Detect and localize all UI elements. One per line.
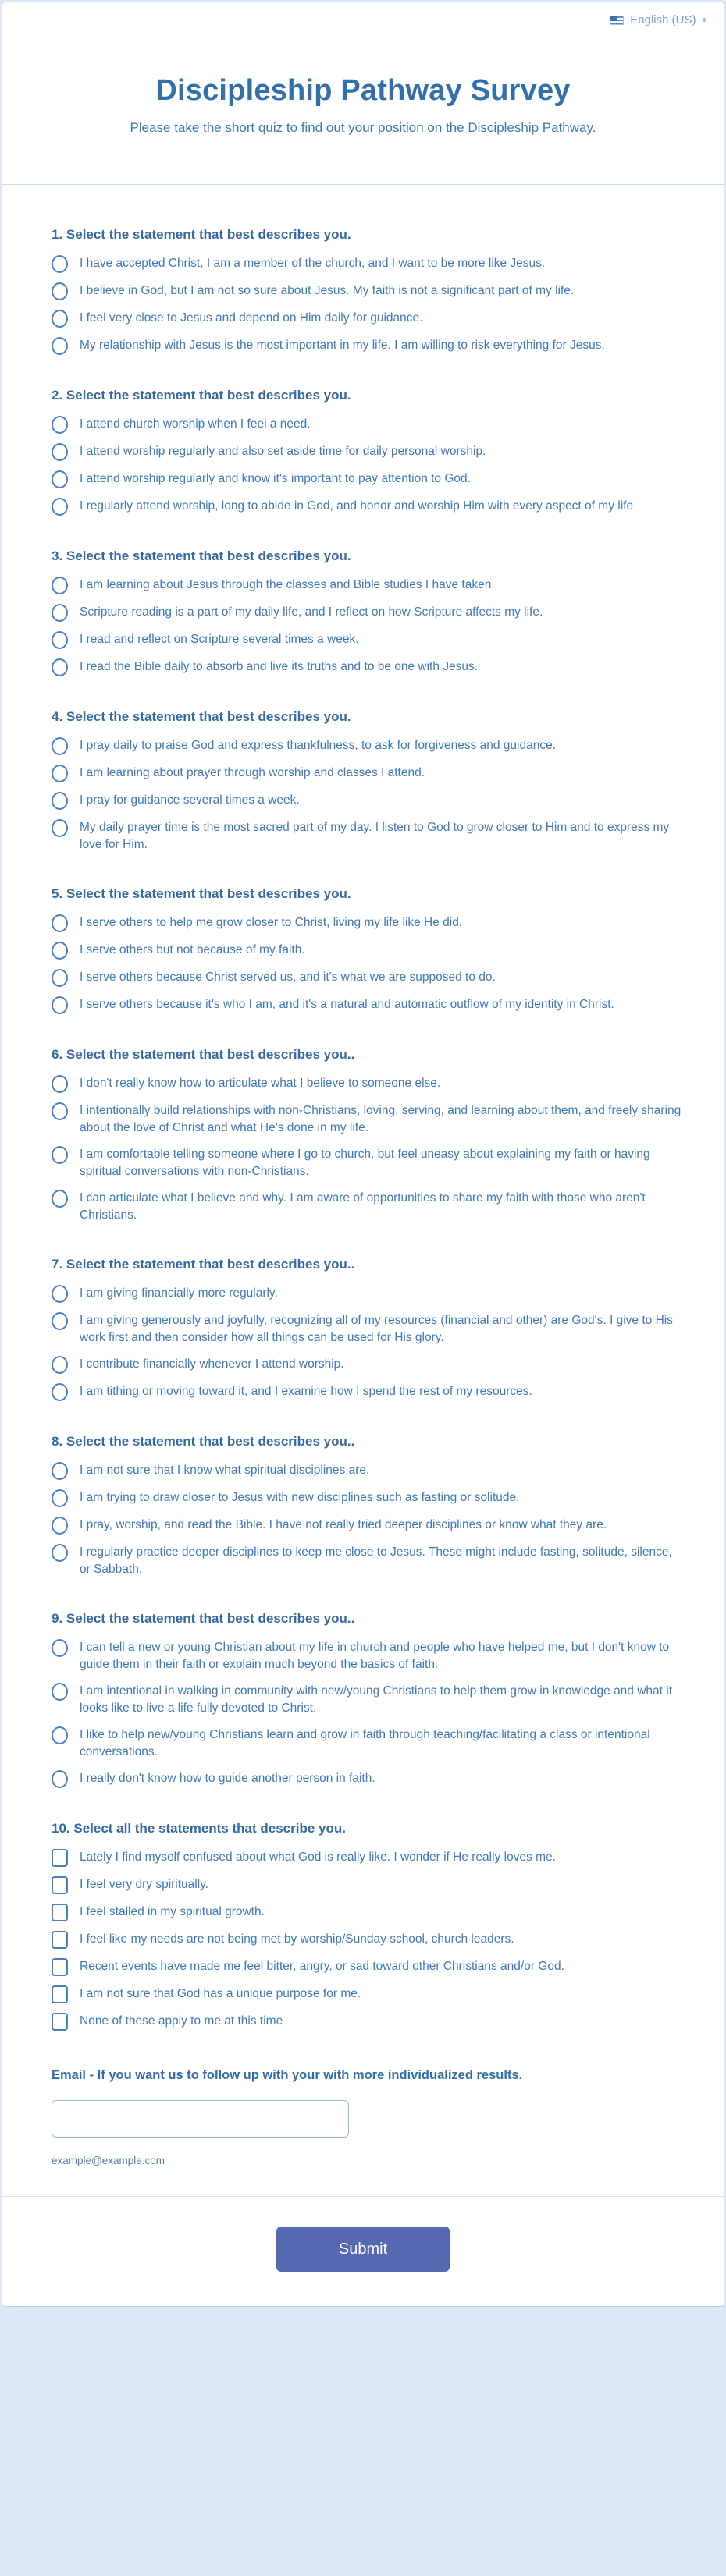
radio-button-icon[interactable] [52,443,68,461]
question-options [52,1849,683,2031]
radio-option[interactable] [52,416,683,434]
radio-button-icon[interactable] [52,1726,68,1744]
email-field[interactable] [52,2100,349,2138]
radio-option-label: I am learning about Jesus through the classes and Bible studies I have taken. [80,578,495,591]
radio-option[interactable] [52,658,683,676]
question-options [52,1639,683,1788]
radio-option-label: I believe in God, but I am not so sure about Jesus. My faith is not a significant part of my life. [80,284,575,297]
radio-option-label: I really don't know how to guide another person in faith. [80,1772,375,1785]
question-block-1 [52,227,683,355]
question-options [52,577,683,676]
radio-button-icon[interactable] [52,1356,68,1374]
question-title: 7. Select the statement that best describes you.. [52,1257,355,1272]
radio-button-icon[interactable] [52,337,68,355]
radio-option[interactable] [52,1356,683,1374]
radio-button-icon[interactable] [52,1683,68,1701]
submit-area [2,2197,724,2306]
checkbox-icon[interactable] [52,1904,68,1921]
question-block-7 [52,1257,683,1401]
radio-option-label: I serve others to help me grow closer to Christ, living my life like He did. [80,916,463,929]
radio-button-icon[interactable] [52,1102,68,1120]
question-options [52,416,683,516]
radio-option[interactable] [52,1285,683,1303]
radio-option-label: I pray, worship, and read the Bible. I have not really tried deeper disciplines or know what they are. [80,1518,607,1531]
radio-button-icon[interactable] [52,498,68,516]
radio-option-label: I can articulate what I believe and why. I am aware of opportunities to share my faith with those who aren't Christians. [80,1191,646,1222]
page-subtitle: Please take the short quiz to find out your position on the Discipleship Pathway. [130,120,596,135]
radio-option-label: I am giving financially more regularly. [80,1286,278,1300]
checkbox-icon[interactable] [52,1985,68,2003]
radio-option-label: I am intentional in walking in community with new/young Christians to help them grow in knowledge and what it looks like to live a life fully devoted to Christ. [80,1684,673,1715]
radio-button-icon[interactable] [52,819,68,837]
radio-option-label: I attend church worship when I feel a need. [80,417,311,431]
question-block-4 [52,709,683,853]
question-title: 6. Select the statement that best describes you.. [52,1047,355,1062]
radio-button-icon[interactable] [52,1146,68,1164]
questions-area [2,185,724,2174]
radio-option-label: I pray daily to praise God and express thankfulness, to ask for forgiveness and guidance. [80,739,557,752]
radio-option[interactable] [52,792,683,810]
question-block-6 [52,1047,683,1224]
email-section [52,2068,683,2166]
radio-option-label: I read and reflect on Scripture several times a week. [80,633,359,646]
email-helper-text: example@example.com [52,2155,165,2166]
question-title: 9. Select the statement that best describes you.. [52,1611,355,1626]
radio-button-icon[interactable] [52,969,68,987]
radio-option[interactable] [52,337,683,355]
radio-option[interactable] [52,310,683,328]
radio-option-label: I am tithing or moving toward it, and I examine how I spend the rest of my resources. [80,1385,532,1398]
radio-option[interactable] [52,443,683,461]
radio-option-label: I serve others because Christ served us, and it's what we are supposed to do. [80,970,496,984]
question-options [52,255,683,355]
radio-option[interactable] [52,1383,683,1401]
radio-button-icon[interactable] [52,1383,68,1401]
radio-button-icon[interactable] [52,914,68,932]
radio-button-icon[interactable] [52,1639,68,1657]
radio-option[interactable] [52,765,683,782]
radio-option-label: I am comfortable telling someone where I go to church, but feel uneasy about explaining my faith or having spiritual conversations with non-Christians. [80,1148,650,1178]
radio-button-icon[interactable] [52,1462,68,1480]
radio-option-label: I am learning about prayer through worship and classes I attend. [80,766,425,779]
radio-option[interactable] [52,1517,683,1535]
question-title: 4. Select the statement that best describes you. [52,709,351,724]
checkbox-option[interactable] [52,1904,683,1921]
radio-option-label: I regularly attend worship, long to abide in God, and honor and worship Him with every aspect of my life. [80,499,637,513]
radio-button-icon[interactable] [52,996,68,1014]
radio-button-icon[interactable] [52,1075,68,1093]
radio-button-icon[interactable] [52,1770,68,1788]
question-title: 8. Select the statement that best describes you.. [52,1434,355,1449]
checkbox-option-label: None of these apply to me at this time [80,2014,283,2028]
question-title: 5. Select the statement that best describes you. [52,886,351,901]
radio-option-label: I am trying to draw closer to Jesus with new disciplines such as fasting or solitude. [80,1491,520,1504]
radio-option[interactable] [52,914,683,932]
radio-button-icon[interactable] [52,942,68,960]
radio-option-label: I pray for guidance several times a week. [80,793,300,807]
radio-option-label: I am not sure that I know what spiritual disciplines are. [80,1464,370,1477]
radio-option-label: I serve others because it's who I am, and it's a natural and automatic outflow of my identity in Christ. [80,998,614,1011]
question-options [52,914,683,1014]
radio-button-icon[interactable] [52,1190,68,1208]
radio-option[interactable] [52,255,683,273]
radio-button-icon[interactable] [52,577,68,594]
radio-button-icon[interactable] [52,1285,68,1303]
radio-option-label: My daily prayer time is the most sacred part of my day. I listen to God to grow closer to Him and to express my love for Him. [80,821,670,851]
radio-option-label: I intentionally build relationships with non-Christians, loving, serving, and learning about them, and freely sharing about the love of Christ and what He's done in my life. [80,1104,682,1134]
radio-option-label: I attend worship regularly and also set aside time for daily personal worship. [80,445,486,458]
checkbox-option-label: I feel stalled in my spiritual growth. [80,1905,265,1918]
radio-option[interactable] [52,1190,683,1224]
radio-option[interactable] [52,737,683,755]
radio-option-label: I read the Bible daily to absorb and live its truths and to be one with Jesus. [80,660,479,673]
radio-option[interactable] [52,1489,683,1507]
checkbox-option[interactable] [52,1985,683,2003]
radio-option-label: I like to help new/young Christians learn and grow in faith through teaching/facilitating a class or intentional conversations. [80,1728,650,1758]
radio-option[interactable] [52,1462,683,1480]
question-options [52,737,683,853]
form-header [2,2,724,185]
checkbox-option[interactable] [52,1931,683,1949]
radio-option-label: I contribute financially whenever I attend worship. [80,1357,344,1371]
question-block-9 [52,1611,683,1788]
radio-button-icon[interactable] [52,255,68,273]
radio-option[interactable] [52,996,683,1014]
radio-button-icon[interactable] [52,737,68,755]
radio-option-label: I don't really know how to articulate what I believe to someone else. [80,1077,441,1090]
radio-option[interactable] [52,470,683,488]
question-block-10 [52,1821,683,2031]
checkbox-option-label: I feel very dry spiritually. [80,1878,209,1891]
radio-button-icon[interactable] [52,631,68,649]
radio-button-icon[interactable] [52,604,68,622]
radio-option-label: I feel very close to Jesus and depend on Him daily for guidance. [80,311,423,325]
radio-option[interactable] [52,1146,683,1180]
page-title: Discipleship Pathway Survey [155,74,571,107]
radio-button-icon[interactable] [52,792,68,810]
submit-button[interactable]: Submit [276,2227,450,2272]
radio-button-icon[interactable] [52,1517,68,1535]
checkbox-icon[interactable] [52,1931,68,1949]
radio-button-icon[interactable] [52,310,68,328]
radio-option[interactable] [52,1312,683,1347]
us-flag-icon [610,16,624,25]
checkbox-option[interactable] [52,1958,683,1976]
checkbox-icon[interactable] [52,1849,68,1867]
radio-button-icon[interactable] [52,1489,68,1507]
radio-option[interactable] [52,282,683,300]
survey-form-card [2,2,724,2307]
checkbox-option-label: I am not sure that God has a unique purpose for me. [80,1987,361,2000]
checkbox-icon[interactable] [52,1958,68,1976]
checkbox-icon[interactable] [52,1876,68,1894]
radio-option[interactable] [52,498,683,516]
radio-option-label: I regularly practice deeper disciplines to keep me close to Jesus. These might include fasting, solitude, silence, or Sabbath. [80,1545,672,1576]
question-title: 1. Select the statement that best describes you. [52,227,351,242]
radio-option-label: I have accepted Christ, I am a member of the church, and I want to be more like Jesus. [80,257,546,270]
radio-option[interactable] [52,819,683,853]
checkbox-option[interactable] [52,2013,683,2031]
radio-button-icon[interactable] [52,282,68,300]
checkbox-option-label: Recent events have made me feel bitter, angry, or sad toward other Christians and/or God. [80,1960,564,1973]
radio-option[interactable] [52,1726,683,1761]
checkbox-icon[interactable] [52,2013,68,2031]
checkbox-option[interactable] [52,1849,683,1867]
radio-option[interactable] [52,631,683,649]
radio-option[interactable] [52,1683,683,1717]
radio-option-label: I can tell a new or young Christian about my life in church and people who have helped me, but I don't know to guide them in their faith or explain much beyond the basics of faith. [80,1641,670,1671]
language-selector-label: English (US) [630,13,696,27]
chevron-down-icon: ▾ [702,16,706,25]
radio-button-icon[interactable] [52,1544,68,1562]
radio-option[interactable] [52,1544,683,1578]
radio-option[interactable] [52,604,683,622]
question-options [52,1462,683,1578]
question-block-2 [52,388,683,516]
radio-option[interactable] [52,969,683,987]
radio-option[interactable] [52,577,683,594]
radio-option[interactable] [52,1639,683,1673]
radio-option[interactable] [52,1102,683,1137]
question-options [52,1075,683,1224]
question-title: 10. Select all the statements that describe you. [52,1821,346,1836]
radio-option-label: I am giving generously and joyfully, recognizing all of my resources (financial and other) are God's. I give to His work first and then consider how all things can be used for His glory. [80,1314,673,1344]
radio-option-label: My relationship with Jesus is the most important in my life. I am willing to risk everything for Jesus. [80,339,605,352]
radio-option[interactable] [52,942,683,960]
radio-button-icon[interactable] [52,416,68,434]
radio-option[interactable] [52,1075,683,1093]
checkbox-option-label: Lately I find myself confused about what God is really like. I wonder if He really loves me. [80,1850,556,1864]
question-options [52,1285,683,1401]
radio-button-icon[interactable] [52,1312,68,1330]
email-label: Email - If you want us to follow up with your with more individualized results. [52,2068,523,2082]
radio-option[interactable] [52,1770,683,1788]
language-selector[interactable] [610,13,706,27]
question-title: 3. Select the statement that best describes you. [52,548,351,563]
checkbox-option-label: I feel like my needs are not being met by worship/Sunday school, church leaders. [80,1932,514,1946]
radio-option-label: I serve others but not because of my faith. [80,943,305,956]
radio-option-label: Scripture reading is a part of my daily life, and I reflect on how Scripture affects my life. [80,605,543,619]
radio-option-label: I attend worship regularly and know it's important to pay attention to God. [80,472,471,485]
checkbox-option[interactable] [52,1876,683,1894]
question-title: 2. Select the statement that best describes you. [52,388,351,403]
radio-button-icon[interactable] [52,765,68,782]
radio-button-icon[interactable] [52,658,68,676]
question-block-8 [52,1434,683,1578]
question-block-3 [52,548,683,676]
radio-button-icon[interactable] [52,470,68,488]
question-block-5 [52,886,683,1014]
